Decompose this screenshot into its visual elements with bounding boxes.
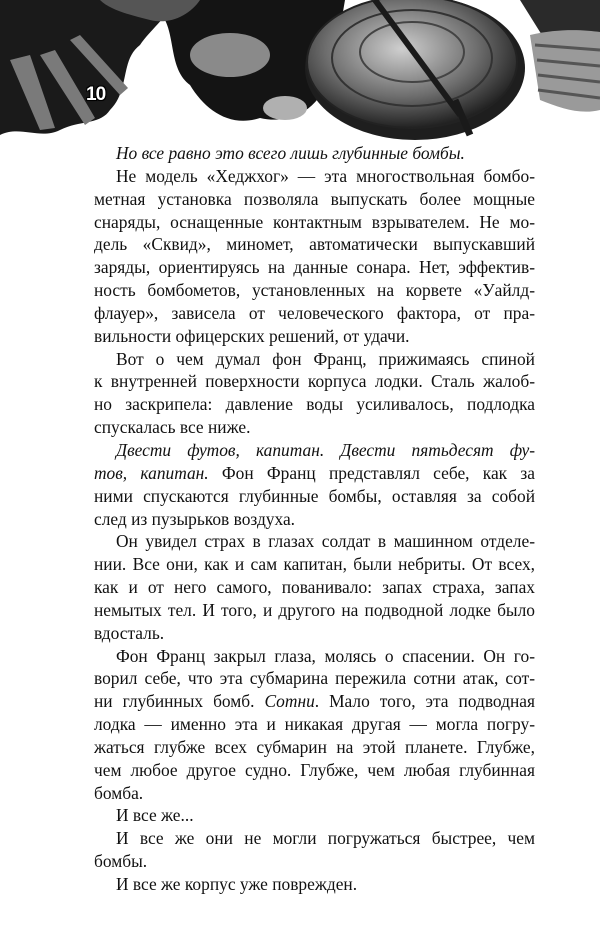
text-line [94, 576, 535, 599]
text-segment: И все же... [116, 805, 194, 826]
text-segment: И все же они не могли погружаться быстрее, чем [116, 828, 535, 849]
text-segment: лодка — именно эта и никакая другая — могла погру- [94, 714, 535, 735]
text-line [94, 439, 535, 462]
text-segment: как и от него самого, пованивало: запах страха, запах [94, 577, 535, 598]
text-line [94, 233, 535, 256]
text-line [94, 782, 535, 805]
text-line [94, 302, 535, 325]
text-line [94, 553, 535, 576]
text-line [94, 850, 535, 873]
text-line [94, 599, 535, 622]
text-segment: метная установка позволяла выпускать более мощные [94, 188, 535, 209]
text-line [94, 211, 535, 234]
text-line [94, 142, 535, 165]
text-line [94, 667, 535, 690]
text-line [94, 736, 535, 759]
header-illustration [0, 0, 600, 140]
text-line [94, 416, 535, 439]
text-line [94, 827, 535, 850]
body-text [94, 142, 535, 896]
text-line [94, 393, 535, 416]
italic-text: Сотни [264, 691, 315, 712]
text-segment: дель «Сквид», миномет, автоматически выпускавший [94, 234, 535, 255]
text-segment: след из пузырьков воздуха. [94, 508, 296, 529]
text-segment: вдосталь. [94, 622, 165, 643]
text-segment: ность бомбометов, установленных на корвете «Уайлд- [94, 280, 535, 301]
text-segment: нии. Все они, как и сам капитан, были небриты. От всех, [94, 554, 535, 575]
text-segment: спускалась все ниже. [94, 417, 251, 438]
text-segment: Он увидел страх в глазах солдат в машинном отделе- [116, 531, 535, 552]
text-line [94, 370, 535, 393]
text-segment: Фон Франц представлял себе, как за [208, 462, 535, 483]
text-line [94, 645, 535, 668]
text-line [94, 804, 535, 827]
text-line [94, 485, 535, 508]
text-segment: Вот о чем думал фон Франц, прижимаясь спиной [116, 348, 535, 369]
text-segment: бомбы. [94, 851, 148, 872]
text-line [94, 188, 535, 211]
text-line [94, 690, 535, 713]
text-segment: чем любое другое судно. Глубже, чем любая глубинная [94, 759, 535, 780]
text-line [94, 165, 535, 188]
text-line [94, 873, 535, 896]
text-line [94, 462, 535, 485]
text-segment: . Мало того, эта подводная [314, 691, 535, 712]
page-number: 10 [86, 84, 106, 105]
text-segment: немытых тел. И того, и другого на подводной лодке было [94, 599, 535, 620]
sundial [305, 0, 525, 140]
text-segment: снаряды, оснащенные контактным взрывателем. Не мо- [94, 211, 535, 232]
text-line [94, 508, 535, 531]
text-segment: заряды, ориентируясь на данные сонара. Нет, эффектив- [94, 257, 535, 278]
text-line [94, 325, 535, 348]
italic-text: Но все равно это всего лишь глубинные бомбы. [116, 143, 465, 163]
text-segment: ворил себе, что эта субмарина пережила сотни атак, сот- [94, 668, 535, 689]
text-line [94, 713, 535, 736]
text-segment: Не модель «Хеджхог» — эта многоствольная бомбо- [116, 165, 535, 186]
text-segment: И все же корпус уже поврежден. [116, 874, 358, 894]
italic-text: Двести футов, капитан. Двести пятьдесят фу- [116, 439, 535, 460]
text-line [94, 759, 535, 782]
text-segment: ни глубинных бомб. [94, 691, 265, 712]
text-segment: флауер», зависела от человеческого фактора, от пра- [94, 302, 535, 323]
text-segment: ними спускаются глубинные бомбы, оставляя за собой [94, 485, 535, 506]
text-line [94, 348, 535, 371]
text-segment: жаться глубже всех субмарин на этой планете. Глубже, [94, 736, 535, 757]
text-segment: вильности офицерских решений, от удачи. [94, 325, 410, 346]
text-line [94, 256, 535, 279]
text-segment: к внутренней поверхности корпуса лодки. Сталь жалоб- [94, 371, 535, 392]
italic-text: тов, капитан. [94, 462, 209, 483]
text-segment: но заскрипела: давление воды усиливалось, подлодка [94, 394, 535, 415]
text-segment: бомба. [94, 782, 144, 803]
text-line [94, 279, 535, 302]
text-line [94, 530, 535, 553]
text-line [94, 622, 535, 645]
text-segment: Фон Франц закрыл глаза, молясь о спасении. Он го- [116, 645, 535, 666]
